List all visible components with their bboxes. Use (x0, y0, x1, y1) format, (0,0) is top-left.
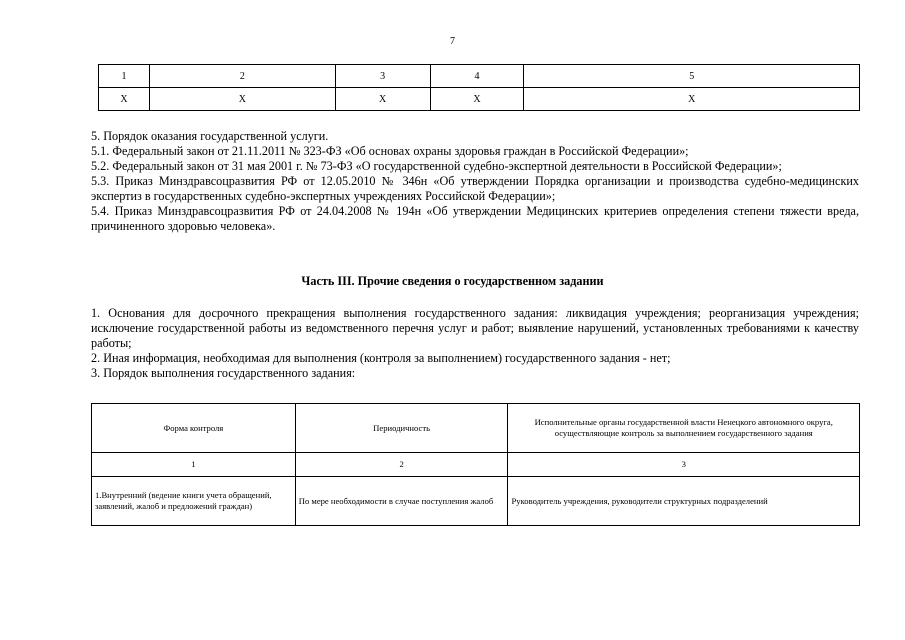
table-cell: 1 (99, 65, 150, 88)
table-cell: X (524, 88, 860, 111)
table-row (99, 88, 860, 111)
paragraph: 5.3. Приказ Минздравсоцразвития РФ от 12.05.2010 № 346н «Об утверждении Порядка организации и производства судебно-медицинских экспертиз в государственных судебно-экспертных учреждениях Российской Федерации»; (91, 174, 859, 203)
table-cell: X (149, 88, 335, 111)
table-cell: 4 (430, 65, 524, 88)
table-cell: X (335, 88, 430, 111)
paragraph: 5.1. Федеральный закон от 21.11.2011 № 323-ФЗ «Об основах охраны здоровья граждан в Российской Федерации»; (91, 144, 689, 158)
column-header: Периодичность (295, 404, 508, 453)
paragraph: 5.4. Приказ Минздравсоцразвития РФ от 24.04.2008 № 194н «Об утверждении Медицинских критериев определения степени тяжести вреда, причиненного здоровью человека». (91, 204, 859, 233)
column-header: Исполнительные органы государственной власти Ненецкого автономного округа, осуществляющие контроль за выполнением государственного задания (508, 404, 860, 453)
table-cell: X (430, 88, 524, 111)
paragraph: 1. Основания для досрочного прекращения выполнения государственного задания: ликвидация учреждения; реорганизация учреждения; исключение государственной работы из ведомственного перечня услуг и работ; выявление нарушений, установленных требованиями к качеству работы; (91, 306, 859, 350)
control-table (91, 403, 860, 526)
summary-table (98, 64, 860, 111)
column-header: Форма контроля (92, 404, 296, 453)
table-cell: 2 (149, 65, 335, 88)
section-5 (91, 129, 859, 234)
table-cell: X (99, 88, 150, 111)
table-row (99, 65, 860, 88)
paragraph: 5.2. Федеральный закон от 31 мая 2001 г. № 73-ФЗ «О государственной судебно-экспертной деятельности в Российской Федерации»; (91, 159, 782, 173)
table-row (92, 453, 860, 477)
section-title: 5. Порядок оказания государственной услуги. (91, 129, 329, 143)
table-cell: 3 (335, 65, 430, 88)
table-header-row (92, 404, 860, 453)
table-row (92, 477, 860, 526)
table-cell: 2 (295, 453, 508, 477)
table-cell: Руководитель учреждения, руководители структурных подразделений (508, 477, 860, 526)
page-number: 7 (450, 36, 455, 47)
paragraph: 3. Порядок выполнения государственного задания: (91, 366, 356, 380)
table-cell: 1.Внутренний (ведение книги учета обращений, заявлений, жалоб и предложений граждан) (92, 477, 296, 526)
table-cell: 1 (92, 453, 296, 477)
table-cell: 5 (524, 65, 860, 88)
part-3-text (91, 306, 859, 381)
paragraph: 2. Иная информация, необходимая для выполнения (контроля за выполнением) государственного задания - нет; (91, 351, 671, 365)
table-cell: 3 (508, 453, 860, 477)
table-cell: По мере необходимости в случае поступления жалоб (295, 477, 508, 526)
part-3-heading: Часть III. Прочие сведения о государственном задании (301, 274, 604, 288)
